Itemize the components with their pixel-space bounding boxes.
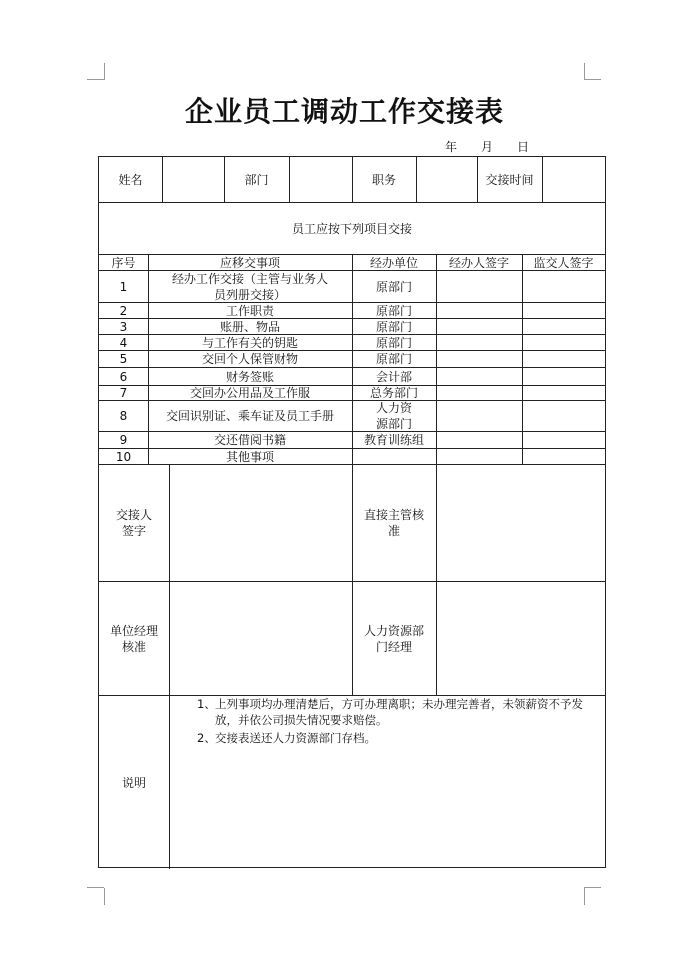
item-unit: 人力资源部门 [375,401,412,431]
col-handler-sign: 经办人签字 [448,255,509,270]
name-field[interactable] [162,157,224,202]
col-seq: 序号 [111,255,136,270]
item-unit: 原部门 [375,335,412,350]
item-unit: 教育训练组 [363,433,424,447]
crop-mark [87,79,104,80]
note-text: 交接表送还人力资源部门存档。 [215,731,376,745]
col-item: 应移交事项 [219,255,280,270]
item-unit: 原部门 [375,352,412,366]
item-seq: 3 [119,319,128,334]
item-seq: 7 [119,386,128,400]
handover-sign-label: 交接人签字 [115,508,152,538]
hr-manager-field[interactable] [437,582,605,695]
direct-supervisor-label: 直接主管核准 [364,508,425,538]
position-field[interactable] [416,157,477,202]
direct-supervisor-field[interactable] [437,465,605,581]
name-label: 姓名 [118,172,143,187]
item-text: 经办工作交接（主管与业务人员列册交接） [171,271,328,302]
handover-time-field[interactable] [542,157,605,202]
item-seq: 1 [119,279,128,294]
section-title: 员工应按下列项目交接 [291,221,412,236]
item-unit: 会计部 [375,369,412,384]
crop-mark [584,63,585,80]
position-label: 职务 [371,172,396,187]
item-seq: 5 [119,352,128,366]
crop-mark [584,79,601,80]
dept-label: 部门 [244,172,269,187]
note-item [197,696,597,728]
item-text: 交回办公用品及工作服 [189,386,310,400]
note-number: 2、 [197,731,216,745]
note-item [197,730,597,746]
item-seq: 2 [119,303,128,318]
col-unit: 经办单位 [369,255,418,270]
crop-mark [584,888,585,905]
crop-mark [584,887,601,888]
date-year: 年 [445,140,458,154]
item-text: 账册、物品 [219,319,280,334]
item-seq: 6 [119,369,128,384]
item-seq: 8 [119,409,128,423]
notes-list [197,696,597,748]
handover-time-label: 交接时间 [485,172,534,187]
item-unit: 原部门 [375,303,412,318]
unit-manager-field[interactable] [170,582,352,695]
crop-mark [104,63,105,80]
handover-sign-field[interactable] [170,465,352,581]
item-text: 其他事项 [225,449,274,464]
item-text: 工作职责 [225,303,274,318]
unit-manager-label: 单位经理核准 [109,623,158,654]
note-number: 1、 [197,697,216,711]
note-text: 上列事项均办理清楚后，方可办理离职；未办理完善者，未领薪资不予发放，并依公司损失情况要求赔偿。 [215,697,583,727]
notes-label: 说明 [121,775,146,790]
page-title: 企业员工调动工作交接表 [184,95,504,128]
dept-field[interactable] [289,157,352,202]
date-day: 日 [517,140,530,154]
item-text: 交还借阅书籍 [213,433,286,447]
col-supervisor-sign: 监交人签字 [533,255,594,270]
item-unit: 原部门 [375,319,412,334]
date-month: 月 [481,140,494,154]
item-unit: 总务部门 [369,386,418,400]
crop-mark [104,888,105,905]
handover-form [98,156,606,868]
crop-mark [87,887,104,888]
item-unit: 原部门 [375,279,412,294]
item-text: 与工作有关的钥匙 [201,335,298,350]
item-text: 交回识别证、乘车证及员工手册 [165,409,334,423]
item-text: 交回个人保管财物 [201,352,298,366]
hr-manager-label: 人力资源部门经理 [364,623,425,654]
item-unit [352,449,436,464]
item-seq: 10 [115,449,132,464]
item-seq: 9 [119,433,128,447]
item-text: 财务签账 [225,369,274,384]
item-seq: 4 [119,335,128,350]
